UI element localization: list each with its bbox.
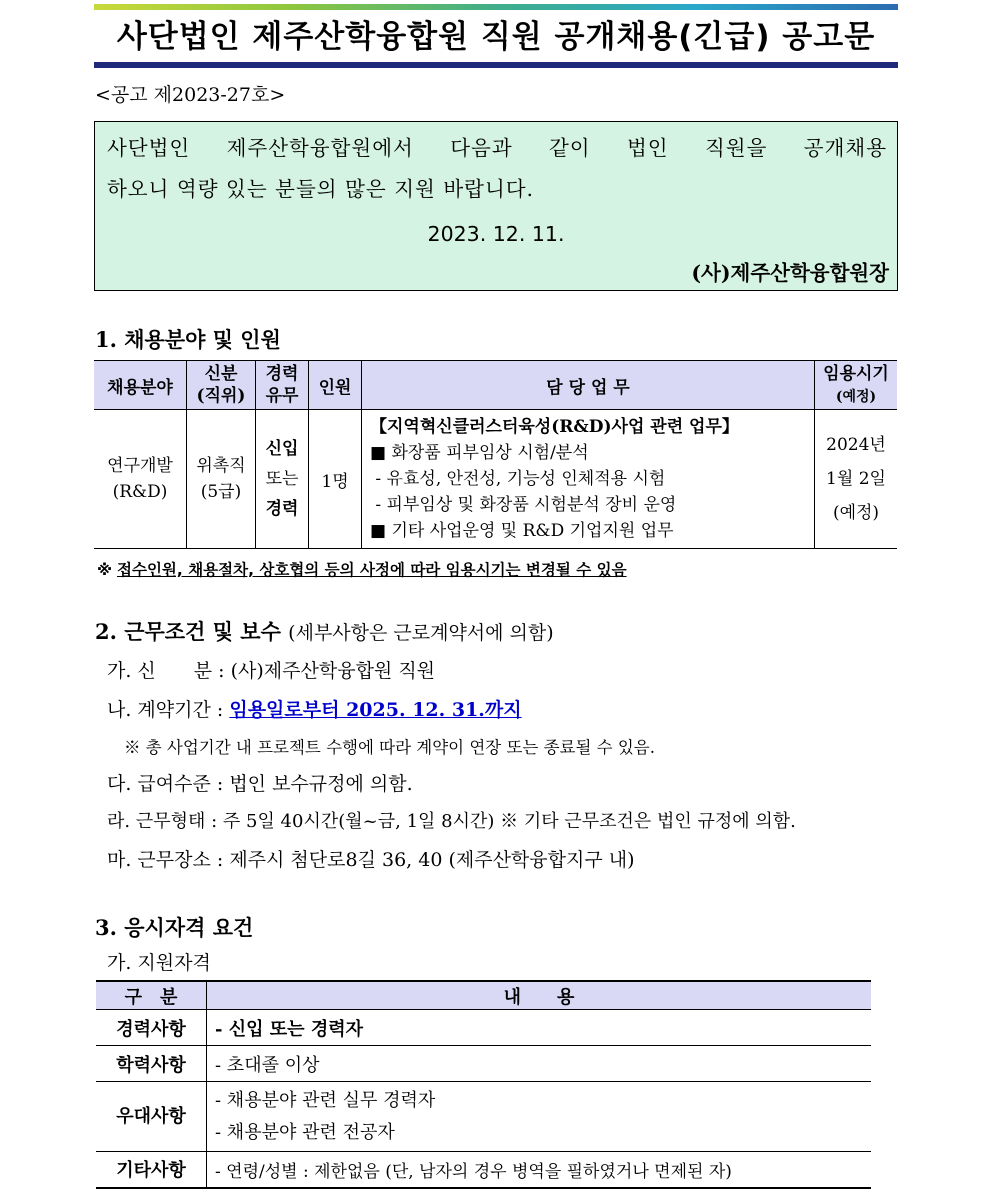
intro-date: 2023. 12. 11. xyxy=(427,222,565,246)
qualification-table-header xyxy=(96,981,871,1010)
recruitment-table-header xyxy=(94,361,897,410)
th-count: 인원 xyxy=(309,361,362,410)
intro-line-2: 하오니 역량 있는 분들의 많은 지원 바랍니다. xyxy=(107,177,535,201)
row-label: 학력사항 xyxy=(96,1046,207,1082)
recruitment-table xyxy=(94,360,897,549)
row-text: - 연령/성별 : 제한없음 (단, 남자의 경우 병역을 필하였거나 면제된 자) xyxy=(207,1152,872,1188)
table-row xyxy=(96,1082,871,1152)
section2-heading: 2. 근무조건 및 보수 (세부사항은 근로계약서에 의함) xyxy=(95,619,554,644)
table-row xyxy=(96,1010,871,1046)
qualification-table xyxy=(96,980,871,1189)
cell-career: 신입 또는 경력 xyxy=(256,410,309,549)
th-category: 구 분 xyxy=(96,981,207,1010)
condition-worktype: 라. 근무형태 : 주 5일 40시간(월~금, 1일 8시간) ※ 기타 근무조건은 법인 규정에 의함. xyxy=(107,811,796,832)
condition-location: 마. 근무장소 : 제주시 첨단로8길 36, 40 (제주산학융합지구 내) xyxy=(107,849,635,871)
duty-subitem: - 피부임상 및 화장품 시험분석 장비 운영 xyxy=(370,495,677,515)
condition-status: 가. 신 분 : (사)제주산학융합원 직원 xyxy=(107,660,436,682)
th-status: 신분 (직위) xyxy=(187,361,256,410)
row-label: 우대사항 xyxy=(96,1082,207,1152)
row-text: - 채용분야 관련 실무 경력자 - 채용분야 관련 전공자 xyxy=(207,1082,872,1152)
row-label: 경력사항 xyxy=(96,1010,207,1046)
duty-subitem: - 유효성, 안전성, 기능성 인체적용 시험 xyxy=(370,469,666,489)
th-duty: 담 당 업 무 xyxy=(362,361,815,410)
table-row xyxy=(96,1152,871,1188)
section1-heading: 1. 채용분야 및 인원 xyxy=(95,327,281,352)
row-label: 기타사항 xyxy=(96,1152,207,1188)
th-content: 내 용 xyxy=(207,981,872,1010)
contract-note: ※ 총 사업기간 내 프로젝트 수행에 따라 계약이 연장 또는 종료될 수 있음. xyxy=(124,738,655,757)
cell-field: 연구개발 (R&D) xyxy=(94,410,187,549)
table-row xyxy=(94,410,897,549)
condition-contract: 나. 계약기간 : 임용일로부터 2025. 12. 31.까지 xyxy=(107,699,522,721)
th-field: 채용분야 xyxy=(94,361,187,410)
title-top-gradient-bar xyxy=(94,4,898,10)
cell-count: 1명 xyxy=(309,410,362,549)
th-start: 임용시기 (예정) xyxy=(815,361,898,410)
intro-box xyxy=(94,121,898,291)
duty-item: ■ 기타 사업운영 및 R&D 기업지원 업무 xyxy=(370,521,674,541)
intro-line-1: 사단법인 제주산학융합원에서 다음과 같이 법인 직원을 공개채용 xyxy=(107,136,887,160)
title-bottom-bar xyxy=(94,62,898,68)
condition-salary: 다. 급여수준 : 법인 보수규정에 의함. xyxy=(107,773,413,795)
cell-status: 위촉직 (5급) xyxy=(187,410,256,549)
row-text: - 초대졸 이상 xyxy=(207,1046,872,1082)
contract-period: 임용일로부터 2025. 12. 31.까지 xyxy=(229,699,522,721)
intro-signature: (사)제주산학융합원장 xyxy=(691,261,889,285)
section3-heading: 3. 응시자격 요건 xyxy=(95,915,254,940)
duty-item: ■ 화장품 피부임상 시험/분석 xyxy=(370,443,589,463)
duty-title: 【지역혁신클러스터육성(R&D)사업 관련 업무】 xyxy=(370,417,739,437)
cell-start: 2024년 1월 2일 (예정) xyxy=(815,410,898,549)
page-title: 사단법인 제주산학융합원 직원 공개채용(긴급) 공고문 xyxy=(116,19,876,55)
notice-number: <공고 제2023-27호> xyxy=(95,84,286,106)
cell-duty xyxy=(362,410,815,549)
th-career: 경력 유무 xyxy=(256,361,309,410)
table-row xyxy=(96,1046,871,1082)
schedule-note: ※ 접수인원, 채용절차, 상호협의 등의 사정에 따라 임용시기는 변경될 수 있음 xyxy=(97,561,627,579)
section3-sub: 가. 지원자격 xyxy=(107,952,211,974)
row-text: - 신입 또는 경력자 xyxy=(207,1010,872,1046)
